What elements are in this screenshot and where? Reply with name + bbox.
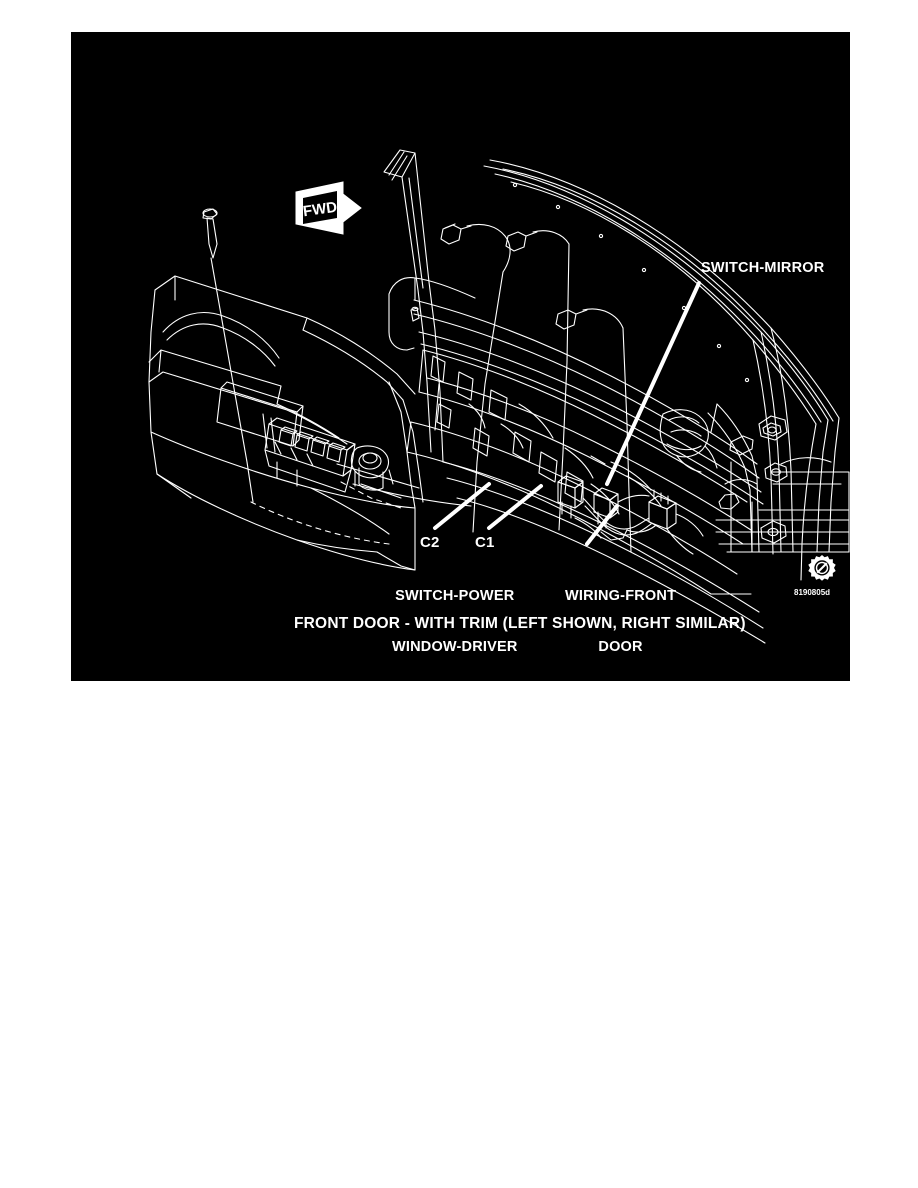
- callout-label-c1: C1: [475, 534, 495, 551]
- callout-label-line-2: DOOR: [598, 638, 643, 655]
- callout-label-switch-mirror: SWITCH-MIRROR: [701, 260, 825, 276]
- callout-label-line-1: SWITCH-POWER: [395, 587, 515, 604]
- callout-label-line-1: WIRING-FRONT: [565, 587, 677, 604]
- fwd-arrow-graphic: [296, 182, 361, 234]
- drawing-number: 8190805d: [794, 588, 831, 597]
- callout-label-line-2: WINDOW-DRIVER: [392, 638, 518, 655]
- figure-panel: [71, 32, 850, 681]
- figure-caption: FRONT DOOR - WITH TRIM (LEFT SHOWN, RIGHT SIMILAR): [294, 615, 746, 632]
- svg-text:FWD: FWD: [301, 198, 339, 221]
- callout-label-c2: C2: [420, 534, 440, 551]
- gear-logo-icon: [807, 554, 837, 584]
